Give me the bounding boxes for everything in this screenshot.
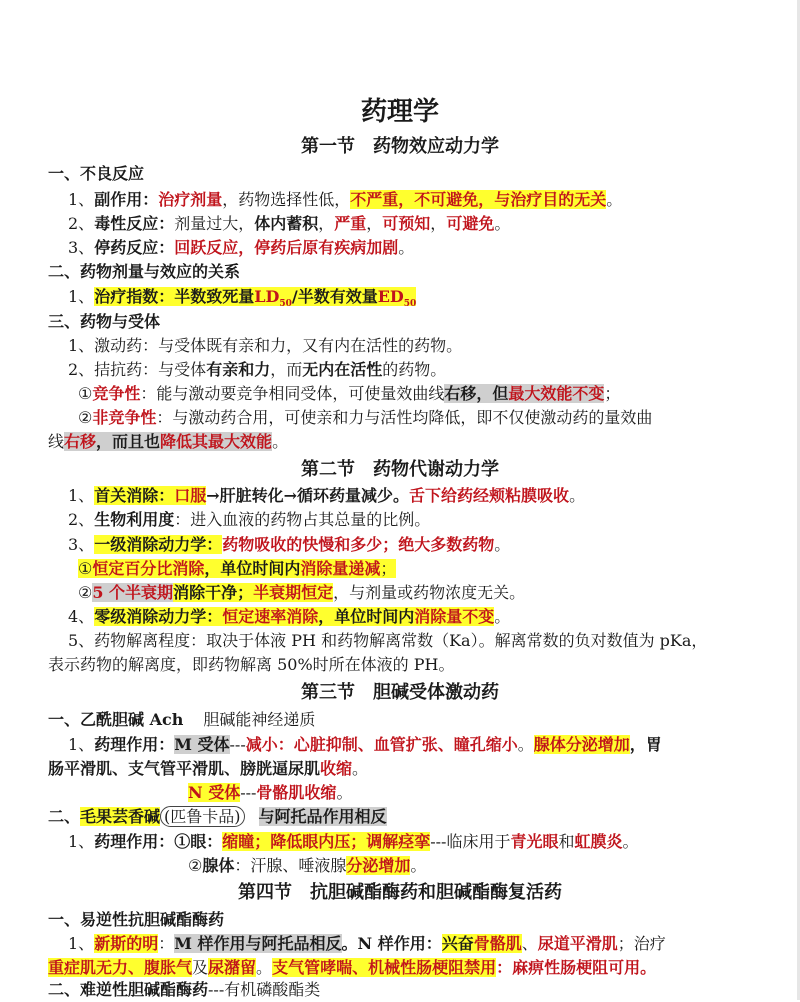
s3-heading-ach: 一、乙酰胆碱 Ach 胆碱能神经递质 <box>48 710 316 729</box>
s1-line-toxicity: 2、毒性反应：剂量过大，体内蓄积，严重，可预知，可避免。 <box>68 214 511 233</box>
s1-line-withdrawal: 3、停药反应：回跃反应，停药后原有疾病加剧。 <box>68 238 415 257</box>
s1-heading-adverse: 一、不良反应 <box>48 164 145 183</box>
s3-heading-pilocarpine: 二、毛果芸香碱 (匹鲁卡品) 与阿托品作用相反 <box>48 807 387 826</box>
s3-line-pilocarpine-eye: 1、药理作用：①眼：缩瞳；降低眼内压；调解痉挛---临床用于青光眼和虹膜炎。 <box>68 832 639 851</box>
s4-line-neostigmine-cont: 重症肌无力、腹胀气及尿潴留。支气管哮喘、机械性肠梗阻禁用：麻痹性肠梗阻可用。 <box>48 958 657 977</box>
s3-line-pilocarpine-gland: ②腺体：汗腺、唾液腺分泌增加。 <box>188 856 427 875</box>
s1-line-noncompetitive-cont: 线右移，而且也降低其最大效能。 <box>48 432 289 451</box>
s2-line-ionization-cont: 表示药物的解离度，即药物解离 50%时所在体液的 PH。 <box>48 655 455 674</box>
s2-line-constant-percent: ①恒定百分比消除，单位时间内消除量递减； <box>78 559 397 578</box>
s4-heading-reversible: 一、易逆性抗胆碱酯酶药 <box>48 910 225 929</box>
s1-line-antagonist: 2、拮抗药：与受体有亲和力，而无内在活性的药物。 <box>68 360 447 379</box>
s4-heading-irreversible: 二、难逆性胆碱酯酶药---有机磷酸酯类 <box>48 980 321 999</box>
section-2-heading: 第二节 药物代谢动力学 <box>301 459 499 480</box>
page-title: 药理学 <box>360 97 439 127</box>
s1-line-therapeutic-index: 1、治疗指数：半数致死量$LD_{50}/$半数有效量$ED_{50}$ <box>68 287 417 310</box>
s2-line-first-order: 3、一级消除动力学：药物吸收的快慢和多少；绝大多数药物。 <box>68 535 511 554</box>
s2-line-first-pass: 1、首关消除：口服→肝脏转化→循环药量减少。舌下给药经颊粘膜吸收。 <box>68 486 586 505</box>
s1-line-noncompetitive: ②非竞争性：与激动药合用，可使亲和力与活性均降低，即不仅使激动药的量效曲 <box>78 408 653 427</box>
section-4-heading: 第四节 抗胆碱酯酶药和胆碱酯酶复活药 <box>238 882 562 903</box>
s2-line-bioavailability: 2、生物利用度：进入血液的药物占其总量的比例。 <box>68 510 431 529</box>
section-3-heading: 第三节 胆碱受体激动药 <box>301 682 499 703</box>
s4-line-neostigmine: 1、新斯的明：M 样作用与阿托品相反。N 样作用：兴奋骨骼肌、尿道平滑肌；治疗 <box>68 934 666 953</box>
s3-line-n-receptor: N 受体---骨骼肌收缩。 <box>188 783 353 802</box>
s2-line-zero-order: 4、零级消除动力学：恒定速率消除，单位时间内消除量不变。 <box>68 607 511 626</box>
s2-line-half-life: ②5 个半衰期消除干净；半衰期恒定，与剂量或药物浓度无关。 <box>78 583 526 602</box>
s3-line-ach-action: 1、药理作用：M 受体---减小：心脏抑制、血管扩张、瞳孔缩小。腺体分泌增加，胃 <box>68 735 662 754</box>
s3-line-ach-action-cont: 肠平滑肌、支气管平滑肌、膀胱逼尿肌收缩。 <box>48 759 369 778</box>
s1-line-competitive: ①竞争性：能与激动要竞争相同受体，可使量效曲线右移，但最大效能不变； <box>78 384 621 403</box>
s1-heading-receptor: 三、药物与受体 <box>48 312 161 331</box>
s1-line-side-effect: 1、副作用：治疗剂量，药物选择性低，不严重，不可避免，与治疗目的无关。 <box>68 190 623 209</box>
s1-line-agonist: 1、激动药：与受体既有亲和力，又有内在活性的药物。 <box>68 336 463 355</box>
section-1-heading: 第一节 药物效应动力学 <box>301 136 499 157</box>
s1-heading-dose: 二、药物剂量与效应的关系 <box>48 262 241 281</box>
s2-line-ionization: 5、药物解离程度：取决于体液 PH 和药物解离常数（Ka）。解离常数的负对数值为 pKa， <box>68 631 708 650</box>
